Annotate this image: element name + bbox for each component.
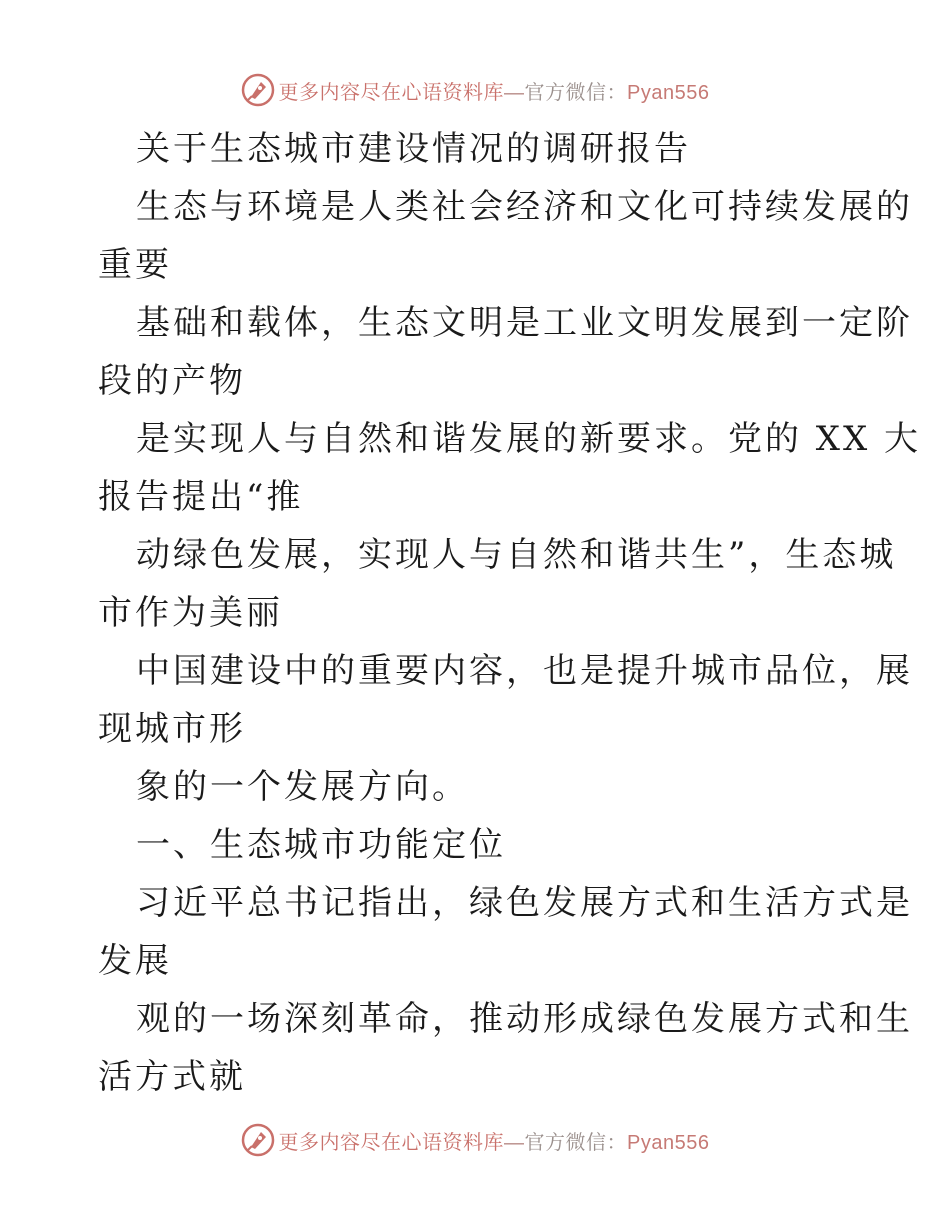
watermark-footer: [0, 1120, 950, 1160]
section-heading: 一、生态城市功能定位: [136, 825, 506, 865]
paragraph-line: 重要: [98, 245, 172, 285]
watermark-wechat-id: Pyan556: [627, 1131, 710, 1154]
watermark-wechat-id: Pyan556: [627, 81, 710, 104]
watermark-official: 官方微信：: [524, 1131, 628, 1154]
watermark-official: 官方微信：: [524, 81, 628, 104]
paragraph-line: 生态与环境是人类社会经济和文化可持续发展的: [136, 187, 913, 227]
watermark-header: [0, 70, 950, 110]
pen-nib-logo-icon: [241, 73, 275, 107]
watermark-brand: 更多内容尽在心语资料库: [278, 81, 505, 104]
paragraph-line: 活方式就: [98, 1057, 246, 1097]
watermark-dash: —: [504, 81, 525, 104]
paragraph-line: 基础和载体，生态文明是工业文明发展到一定阶: [136, 303, 913, 343]
paragraph-line: 报告提出“推: [98, 477, 304, 517]
paragraph-line: 中国建设中的重要内容，也是提升城市品位，展: [136, 651, 913, 691]
paragraph-line: 市作为美丽: [98, 593, 283, 633]
paragraph-line: 现城市形: [98, 709, 246, 749]
pen-nib-logo-icon: [241, 1123, 275, 1157]
watermark-text: [279, 1126, 710, 1155]
paragraph-line: 象的一个发展方向。: [136, 767, 469, 807]
watermark-text: [279, 76, 710, 105]
paragraph-line: 段的产物: [98, 361, 246, 401]
paragraph-line: 动绿色发展，实现人与自然和谐共生”，生态城: [136, 535, 897, 575]
paragraph-line: 习近平总书记指出，绿色发展方式和生活方式是: [136, 883, 913, 923]
watermark-brand: 更多内容尽在心语资料库: [278, 1131, 505, 1154]
paragraph-line: 是实现人与自然和谐发展的新要求。党的 XX 大: [136, 419, 922, 459]
doc-title: 关于生态城市建设情况的调研报告: [136, 129, 691, 169]
paragraph-line: 发展: [98, 941, 172, 981]
paragraph-line: 观的一场深刻革命，推动形成绿色发展方式和生: [136, 999, 913, 1039]
watermark-dash: —: [504, 1131, 525, 1154]
